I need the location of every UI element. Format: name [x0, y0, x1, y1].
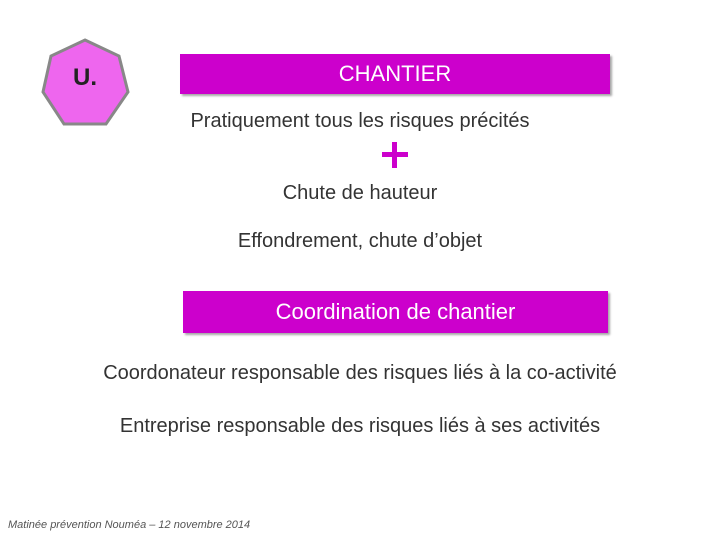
- footer-text: Matinée prévention Nouméa – 12 novembre 2014: [8, 519, 251, 531]
- page-title-banner: CHANTIER: [180, 54, 610, 94]
- coordination-banner: Coordination de chantier: [183, 291, 608, 333]
- coordination-line-1: Coordonateur responsable des risques liés à la co-activité: [103, 362, 617, 384]
- coordination-line-2: Entreprise responsable des risques liés à ses activités: [119, 415, 601, 437]
- risk-line-3: Effondrement, chute d’objet: [237, 230, 483, 252]
- risk-line-1: Pratiquement tous les risques précités: [190, 110, 530, 132]
- risk-line-2: Chute de hauteur: [282, 182, 438, 204]
- plus-icon: [380, 140, 410, 170]
- badge-label: U.: [73, 64, 97, 91]
